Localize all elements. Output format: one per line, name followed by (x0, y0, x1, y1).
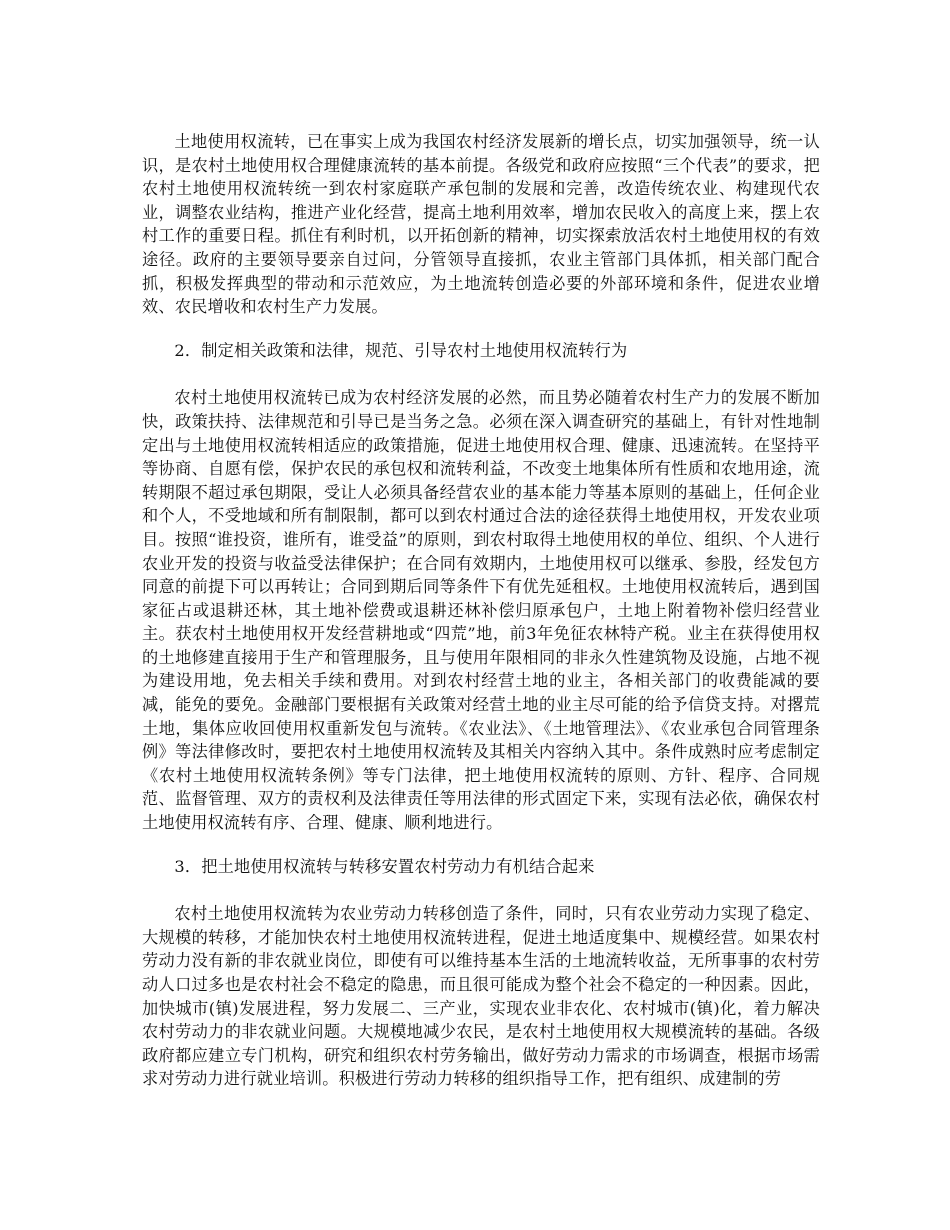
paragraph-leadership: 土地使用权流转，已在事实上成为我国农村经济发展新的增长点，切实加强领导，统一认识，是农村土地使用权合理健康流转的基本前提。各级党和政府应按照“三个代表”的要求，把农村土地使用权流转统一到农村家庭联产承包制的发展和完善，改造传统农业、构建现代农业，调整农业结构，推进产业化经营，提高土地利用效率，增加农民收入的高度上来，摆上农村工作的重要日程。抓住有利时机，以开拓创新的精神，切实探索放活农村土地使用权的有效途径。政府的主要领导要亲自过问，分管领导直接抓，农业主管部门具体抓，相关部门配合抓，积极发挥典型的带动和示范效应，为土地流转创造必要的外部环境和条件，促进农业增效、农民增收和农村生产力发展。 (142, 132, 820, 317)
paragraph-labor-transfer: 农村土地使用权流转为农业劳动力转移创造了条件，同时，只有农业劳动力实现了稳定、大规模的转移，才能加快农村土地使用权流转进程，促进土地适度集中、规模经营。如果农村劳动力没有新的非农就业岗位，即使有可以维持基本生活的土地流转收益，无所事事的农村劳动人口过多也是农村社会不稳定的隐患，而且很可能成为整个社会不稳定的一种因素。因此，加快城市(镇)发展进程，努力发展二、三产业，实现农业非农化、农村城市(镇)化，着力解决农村劳动力的非农就业问题。大规模地减少农民，是农村土地使用权大规模流转的基础。各级政府都应建立专门机构，研究和组织农村劳务输出，做好劳动力需求的市场调查，根据市场需求对劳动力进行就业培训。积极进行劳动力转移的组织指导工作，把有组织、成建制的劳 (142, 904, 820, 1089)
section-heading-2: 2．制定相关政策和法律，规范、引导农村土地使用权流转行为 (174, 340, 628, 360)
document-page (142, 130, 820, 1091)
section-heading-3: 3．把土地使用权流转与转移安置农村劳动力有机结合起来 (174, 856, 595, 876)
paragraph-policy-law: 农村土地使用权流转已成为农村经济发展的必然，而且势必随着农村生产力的发展不断加快，政策扶持、法律规范和引导已是当务之急。必须在深入调查研究的基础上，有针对性地制定出与土地使用权流转相适应的政策措施，促进土地使用权合理、健康、迅速流转。在坚持平等协商、自愿有偿，保护农民的承包权和流转利益，不改变土地集体所有性质和农地用途，流转期限不超过承包期限，受让人必须具备经营农业的基本能力等基本原则的基础上，任何企业和个人，不受地域和所有制限制，都可以到农村通过合法的途径获得土地使用权，开发农业项目。按照“谁投资，谁所有，谁受益”的原则，到农村取得土地使用权的单位、组织、个人进行农业开发的投资与收益受法律保护；在合同有效期内，土地使用权可以继承、参股，经发包方同意的前提下可以再转让；合同到期后同等条件下有优先延租权。土地使用权流转后，遇到国家征占或退耕还林，其土地补偿费或退耕还林补偿归原承包户，土地上附着物补偿归经营业主。获农村土地使用权开发经营耕地或“四荒”地，前3年免征农林特产税。业主在获得使用权的土地修建直接用于生产和管理服务，且与使用年限相同的非永久性建筑物及设施，占地不视为建设用地，免去相关手续和费用。对到农村经营土地的业主，各相关部门的收费能减的要减，能免的要免。金融部门要根据有关政策对经营土地的业主尽可能的给予信贷支持。对撂荒土地，集体应收回使用权重新发包与流转。《农业法》、《土地管理法》、《农业承包合同管理条例》等法律修改时，要把农村土地使用权流转及其相关内容纳入其中。条件成熟时应考虑制定《农村土地使用权流转条例》等专门法律，把土地使用权流转的原则、方针、程序、合同规范、监督管理、双方的责权利及法律责任等用法律的形式固定下来，实现有法必依，确保农村土地使用权流转有序、合理、健康、顺利地进行。 (142, 388, 820, 833)
